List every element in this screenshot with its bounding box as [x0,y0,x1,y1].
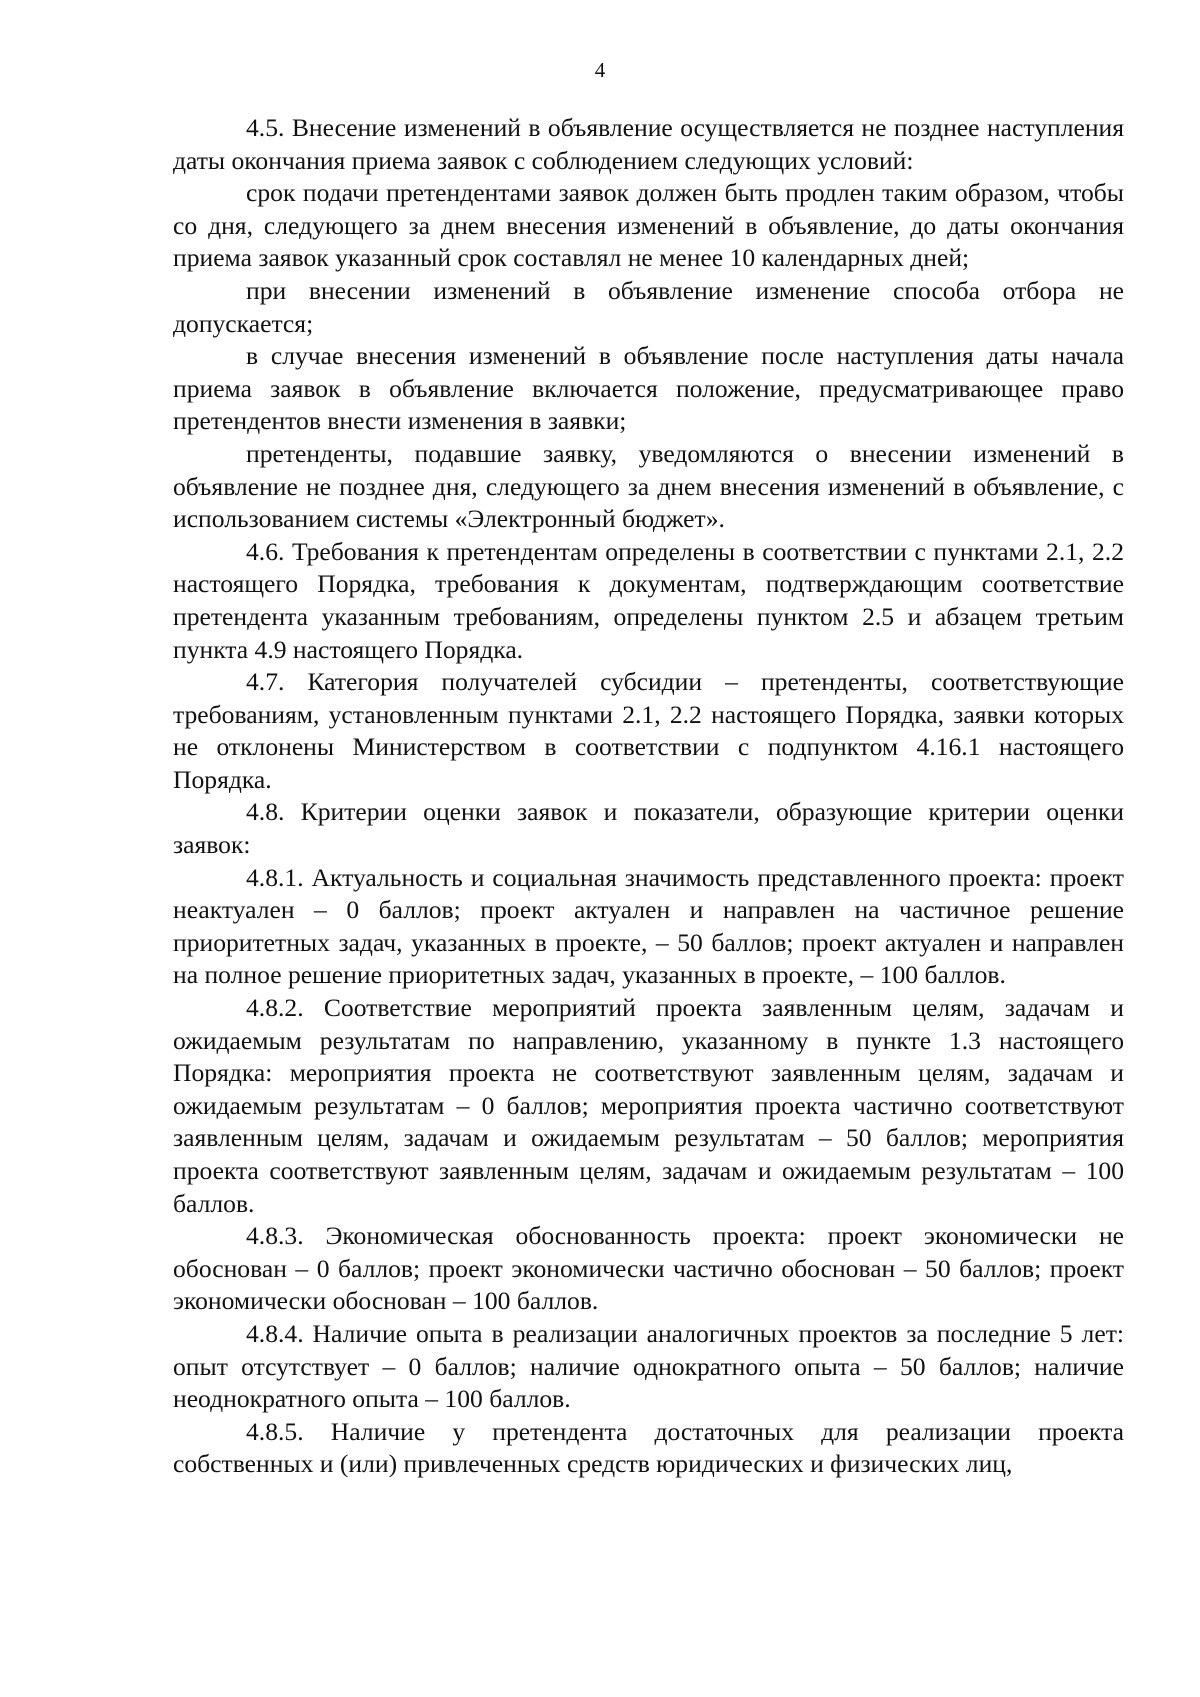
paragraph-4-5-condition-selection-method: при внесении изменений в объявление изменение способа отбора не допускается; [173,275,1124,338]
page-number: 4 [594,58,606,82]
paragraph-4-5-condition-deadline: срок подачи претендентами заявок должен быть продлен таким образом, чтобы со дня, следующего за днем внесения изменений в объявление, до даты окончания приема заявок указанный срок составлял не менее 10 календарных дней; [173,178,1124,273]
paragraph-4-8-2: 4.8.2. Соответствие мероприятий проекта заявленным целям, задачам и ожидаемым результатам по направлению, указанному в пункте 1.3 настоящего Порядка: мероприятия проекта не соответствуют заявленным целям, задачам и ожидаемым результатам – 0 баллов; мероприятия проекта частично соответствуют заявленным целям, задачам и ожидаемым результатам – 50 баллов; мероприятия проекта соответствуют заявленным целям, задачам и ожидаемым результатам – 100 баллов. [173,993,1124,1218]
paragraph-4-5: 4.5. Внесение изменений в объявление осуществляется не позднее наступления даты окончания приема заявок с соблюдением следующих условий: [173,113,1124,175]
paragraph-4-5-condition-amend-applications: в случае внесения изменений в объявление после наступления даты начала приема заявок в объявление включается положение, предусматривающее право претендентов внести изменения в заявки; [173,341,1124,436]
paragraph-4-8-3: 4.8.3. Экономическая обоснованность проекта: проект экономически не обоснован – 0 баллов; проект экономически частично обоснован – 50 баллов; проект экономически обоснован – 100 баллов. [173,1221,1124,1316]
paragraph-4-8-1: 4.8.1. Актуальность и социальная значимость представленного проекта: проект неактуален – 0 баллов; проект актуален и направлен на частичное решение приоритетных задач, указанных в проекте, – 50 баллов; проект актуален и направлен на полное решение приоритетных задач, указанных в проекте, – 100 баллов. [173,862,1124,990]
paragraph-4-6: 4.6. Требования к претендентам определены в соответствии с пунктами 2.1, 2.2 настоящего Порядка, требования к документам, подтверждающим соответствие претендента указанным требованиям, определены пунктом 2.5 и абзацем третьим пункта 4.9 настоящего Порядка. [173,536,1124,664]
document-body [173,112,1124,1481]
paragraph-4-7: 4.7. Категория получателей субсидии – претенденты, соответствующие требованиям, установленным пунктами 2.1, 2.2 настоящего Порядка, заявки которых не отклонены Министерством в соответствии с подпунктом 4.16.1 настоящего Порядка. [173,667,1124,794]
paragraph-4-8-4: 4.8.4. Наличие опыта в реализации аналогичных проектов за последние 5 лет: опыт отсутствует – 0 баллов; наличие однократного опыта – 50 баллов; наличие неоднократного опыта – 100 баллов. [173,1318,1124,1414]
paragraph-4-8-5: 4.8.5. Наличие у претендента достаточных для реализации проекта собственных и (или) привлеченных средств юридических и физических лиц, [173,1416,1124,1479]
paragraph-4-8: 4.8. Критерии оценки заявок и показатели, образующие критерии оценки заявок: [173,797,1124,860]
paragraph-4-5-condition-notification: претенденты, подавшие заявку, уведомляются о внесении изменений в объявление не позднее дня, следующего за днем внесения изменений в объявление, с использованием системы «Электронный бюджет». [173,438,1124,534]
